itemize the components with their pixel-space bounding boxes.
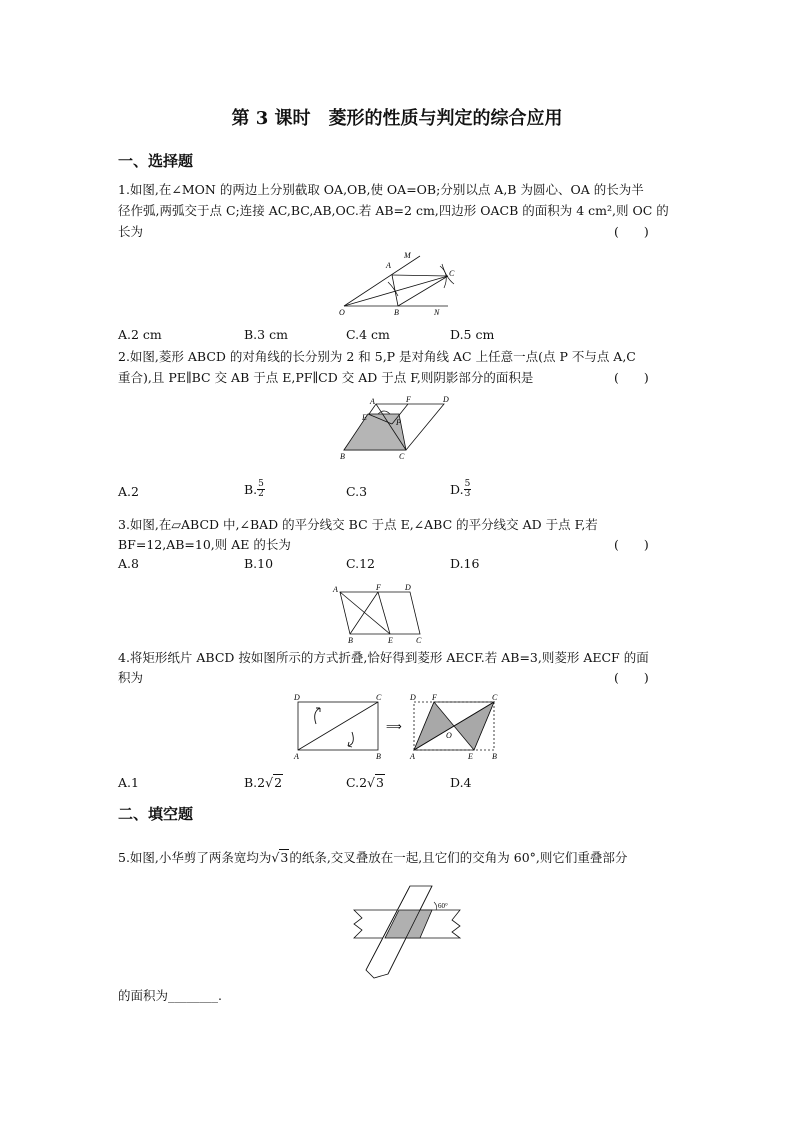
q4-answer-paren: ( ) [614,670,649,685]
q3-option-c: C.12 [346,556,375,571]
q3-option-d: D.16 [450,556,480,571]
q4-label-O2: O [446,731,452,740]
q5-line2: 的面积为________. [118,988,222,1003]
q4-label-A1: A [294,752,299,761]
q4-label-C2: C [492,693,498,702]
q4-label-B2: B [492,752,497,761]
q2-line2: 重合),且 PE∥BC 交 AB 于点 E,PF∥CD 交 AD 于点 F,则阴影部分的面积是 [118,370,534,385]
q4-label-D1: D [294,693,300,702]
q1-line1: 1.如图,在∠MON 的两边上分别截取 OA,OB,使 OA=OB;分别以点 A,B 为圆心、OA 的长为半 [118,182,644,197]
q1-option-b: B.3 cm [244,327,288,342]
q3-option-b: B.10 [244,556,274,571]
q2-option-c: C.3 [346,484,368,499]
q4-label-A2: A [410,752,415,761]
q4-figure [290,692,510,764]
q3-label-B: B [348,636,353,645]
q4-label-E2: E [468,752,473,761]
q2-label-E: E [362,413,367,422]
q2-label-P: P [396,418,401,427]
q2-option-a: A.2 [118,484,139,499]
q1-line2: 径作弧,两弧交于点 C;连接 AC,BC,AB,OC.若 AB=2 cm,四边形 OACB 的面积为 4 cm²,则 OC 的 [118,203,669,218]
q4-option-d: D.4 [450,775,472,790]
q5-line1: 5.如图,小华剪了两条宽均为√3的纸条,交叉叠放在一起,且它们的交角为 60°,则它们重叠部分 [118,850,628,865]
q2-option-d: D. $\frac{5}{3}$ [450,479,471,499]
q1-line3: 长为 [118,224,144,239]
q1-option-a: A.2 cm [118,327,162,342]
q3-label-D: D [405,583,411,592]
q1-option-c: C.4 cm [346,327,390,342]
q2-label-F: F [406,395,411,404]
section-heading-fill: 二、填空题 [118,805,194,823]
q3-figure [330,580,430,646]
q2-label-C: C [399,452,405,461]
q4-line2: 积为 [118,670,144,685]
q3-label-A: A [333,585,338,594]
q2-answer-paren: ( ) [614,370,649,385]
q3-label-C: C [416,636,422,645]
q2-option-b: B. $\frac{5}{2}$ [244,479,264,499]
q4-line1: 4.将矩形纸片 ABCD 按如图所示的方式折叠,恰好得到菱形 AECF.若 AB=3,则菱形 AECF 的面 [118,650,649,665]
q3-option-a: A.8 [118,556,139,571]
q4-option-c: C.2√3 [346,775,384,790]
q3-line1: 3.如图,在▱ABCD 中,∠BAD 的平分线交 BC 于点 E,∠ABC 的平分线交 AD 于点 F,若 [118,517,598,532]
q3-label-E: E [388,636,393,645]
q1-label-M: M [404,251,411,260]
q1-label-C: C [449,269,455,278]
q1-option-d: D.5 cm [450,327,495,342]
page-title: 第 3 课时 菱形的性质与判定的综合应用 [231,108,563,129]
q2-label-D: D [443,395,449,404]
q4-fold-arrow: ⟹ [386,721,402,733]
q3-label-F: F [376,583,381,592]
q1-answer-paren: ( ) [614,224,649,239]
q5-figure [352,882,468,982]
q3-line2: BF=12,AB=10,则 AE 的长为 [118,537,291,552]
q2-label-A: A [370,397,375,406]
q4-label-D2: D [410,693,416,702]
q2-line1: 2.如图,菱形 ABCD 的对角线的长分别为 2 和 5,P 是对角线 AC 上任意一点(点 P 不与点 A,C [118,349,636,364]
q4-label-C1: C [376,693,382,702]
q4-label-B1: B [376,752,381,761]
q1-label-A: A [386,261,391,270]
q4-option-b: B.2√2 [244,775,283,790]
q5-angle-label: 60° [438,902,448,910]
q2-figure [336,392,466,464]
q3-answer-paren: ( ) [614,537,649,552]
q1-label-B: B [394,308,399,317]
section-heading-choice: 一、选择题 [118,152,194,170]
q4-option-a: A.1 [118,775,139,790]
q1-label-O: O [339,308,345,317]
q4-label-F2: F [432,693,437,702]
q1-figure [336,248,466,318]
q2-label-B: B [340,452,345,461]
q1-label-N: N [434,308,440,317]
